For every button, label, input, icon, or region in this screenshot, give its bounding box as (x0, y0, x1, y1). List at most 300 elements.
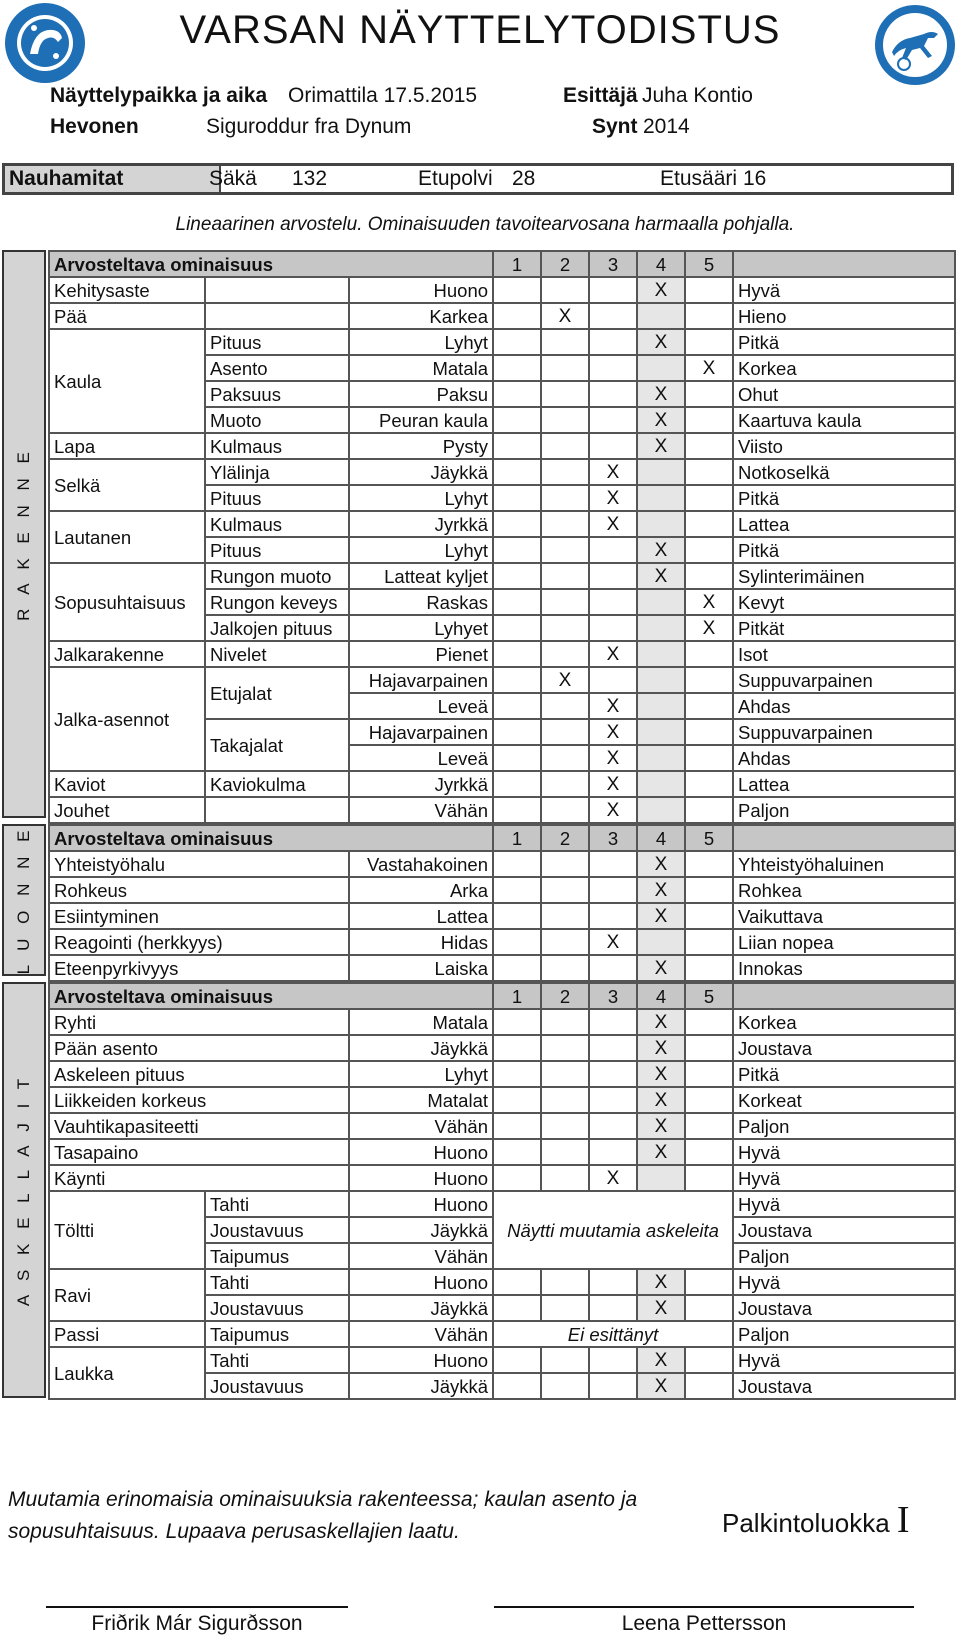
score-cell-5 (685, 719, 733, 745)
score-cell-4: X (637, 903, 685, 929)
score-cell-2 (541, 615, 589, 641)
score-cell-3 (589, 955, 637, 981)
score-cell-4 (637, 589, 685, 615)
rakenne-table (48, 250, 956, 824)
high-descriptor: Liian nopea (733, 929, 955, 955)
score-cell-1 (493, 1373, 541, 1399)
score-cell-5: X (685, 355, 733, 381)
award-class (722, 1498, 910, 1542)
table-row (49, 1269, 955, 1295)
signature-line-2 (494, 1606, 914, 1608)
low-descriptor: Hajavarpainen (349, 719, 493, 745)
score-cell-2 (541, 1347, 589, 1373)
score-cell-1 (493, 615, 541, 641)
high-descriptor: Hyvä (733, 1347, 955, 1373)
score-cell-3 (589, 615, 637, 641)
sub-trait-name: Kulmaus (205, 433, 349, 459)
low-descriptor: Jäykkä (349, 1217, 493, 1243)
score-cell-2 (541, 745, 589, 771)
score-cell-5 (685, 433, 733, 459)
score-cell-1 (493, 407, 541, 433)
score-cell-4 (637, 641, 685, 667)
score-cell-2 (541, 929, 589, 955)
score-cell-2 (541, 903, 589, 929)
score-cell-3 (589, 407, 637, 433)
horse-value: Siguroddur fra Dynum (206, 115, 412, 138)
score-cell-5 (685, 745, 733, 771)
trait-name: Ravi (49, 1269, 205, 1321)
low-descriptor: Huono (349, 277, 493, 303)
score-cell-1 (493, 771, 541, 797)
low-descriptor: Hidas (349, 929, 493, 955)
trait-name: Yhteistyöhalu (49, 851, 349, 877)
table-row (49, 903, 955, 929)
section-askellajit-label: A S K E L L A J I T (14, 1073, 33, 1307)
high-descriptor: Joustava (733, 1217, 955, 1243)
score-cell-2 (541, 797, 589, 823)
score-cell-5 (685, 381, 733, 407)
trait-name: Vauhtikapasiteetti (49, 1113, 349, 1139)
score-cell-5 (685, 1295, 733, 1321)
rakenne-header-row (49, 251, 955, 277)
header-blank (733, 825, 955, 851)
sub-trait-name: Joustavuus (205, 1295, 349, 1321)
sub-trait-name: Tahti (205, 1347, 349, 1373)
score-cell-1 (493, 537, 541, 563)
score-cell-5 (685, 1347, 733, 1373)
low-descriptor: Vähän (349, 1243, 493, 1269)
score-cell-4 (637, 303, 685, 329)
score-cell-1 (493, 797, 541, 823)
score-cell-1 (493, 745, 541, 771)
sub-trait-name: Asento (205, 355, 349, 381)
header-title: Arvosteltava ominaisuus (49, 825, 493, 851)
score-cell-4 (637, 459, 685, 485)
trait-name: Esiintyminen (49, 903, 349, 929)
score-cell-1 (493, 1139, 541, 1165)
trait-name: Tasapaino (49, 1139, 349, 1165)
sub-trait-name: Muoto (205, 407, 349, 433)
score-cell-2 (541, 329, 589, 355)
score-header-1: 1 (493, 825, 541, 851)
remarks-text: Muutamia erinomaisia ominaisuuksia rakenteessa; kaulan asento ja sopusuhtaisuus. Lupaava perusaskellajien laatu. (8, 1488, 638, 1543)
score-cell-5 (685, 407, 733, 433)
score-cell-4: X (637, 1009, 685, 1035)
table-row (49, 1321, 955, 1347)
score-cell-1 (493, 877, 541, 903)
low-descriptor: Huono (349, 1139, 493, 1165)
high-descriptor: Korkeat (733, 1087, 955, 1113)
table-row (49, 797, 955, 823)
high-descriptor: Paljon (733, 797, 955, 823)
score-cell-3 (589, 1009, 637, 1035)
score-header-3: 3 (589, 251, 637, 277)
score-cell-4 (637, 771, 685, 797)
tolt-note: Näytti muutamia askeleita (493, 1191, 733, 1269)
score-cell-5 (685, 1373, 733, 1399)
high-descriptor: Hyvä (733, 277, 955, 303)
score-cell-4: X (637, 1269, 685, 1295)
trait-name: Töltti (49, 1191, 205, 1269)
sub-trait-name: Takajalat (205, 719, 349, 771)
score-cell-4 (637, 693, 685, 719)
low-descriptor: Vähän (349, 1321, 493, 1347)
score-cell-3: X (589, 929, 637, 955)
low-descriptor: Jyrkkä (349, 511, 493, 537)
sub-trait-name (205, 277, 349, 303)
score-cell-2 (541, 537, 589, 563)
score-header-5: 5 (685, 825, 733, 851)
score-cell-2 (541, 1139, 589, 1165)
table-row (49, 433, 955, 459)
low-descriptor: Huono (349, 1269, 493, 1295)
score-cell-4 (637, 485, 685, 511)
trait-name: Reagointi (herkkyys) (49, 929, 349, 955)
header-blank (733, 251, 955, 277)
high-descriptor: Hyvä (733, 1139, 955, 1165)
score-cell-4 (637, 719, 685, 745)
sub-trait-name: Paksuus (205, 381, 349, 407)
low-descriptor: Lyhyt (349, 485, 493, 511)
score-cell-2 (541, 877, 589, 903)
score-cell-5 (685, 277, 733, 303)
score-cell-4 (637, 929, 685, 955)
table-row (49, 303, 955, 329)
low-descriptor: Peuran kaula (349, 407, 493, 433)
score-cell-1 (493, 719, 541, 745)
high-descriptor: Pitkä (733, 485, 955, 511)
low-descriptor: Pienet (349, 641, 493, 667)
sub-trait-name: Pituus (205, 485, 349, 511)
table-row (49, 511, 955, 537)
score-cell-3 (589, 277, 637, 303)
score-header-3: 3 (589, 983, 637, 1009)
score-cell-5: X (685, 615, 733, 641)
score-cell-5 (685, 667, 733, 693)
signature-line-1 (46, 1606, 348, 1608)
high-descriptor: Paljon (733, 1243, 955, 1269)
trait-name: Passi (49, 1321, 205, 1347)
pace-note: Ei esittänyt (493, 1321, 733, 1347)
score-cell-5 (685, 1061, 733, 1087)
score-cell-4: X (637, 1061, 685, 1087)
low-descriptor: Jäykkä (349, 459, 493, 485)
score-cell-2 (541, 563, 589, 589)
saka-label: Säkä (209, 167, 257, 190)
score-cell-5 (685, 485, 733, 511)
score-cell-3 (589, 1373, 637, 1399)
table-row (49, 1139, 955, 1165)
score-cell-3 (589, 433, 637, 459)
score-cell-2 (541, 433, 589, 459)
score-cell-4 (637, 355, 685, 381)
score-cell-4: X (637, 1295, 685, 1321)
score-cell-3 (589, 667, 637, 693)
score-cell-1 (493, 903, 541, 929)
high-descriptor: Suppuvarpainen (733, 667, 955, 693)
score-cell-2 (541, 955, 589, 981)
score-cell-2 (541, 1295, 589, 1321)
table-row (49, 667, 955, 693)
score-header-2: 2 (541, 825, 589, 851)
score-cell-3: X (589, 745, 637, 771)
sub-trait-name: Nivelet (205, 641, 349, 667)
score-cell-2 (541, 407, 589, 433)
score-cell-3 (589, 1139, 637, 1165)
high-descriptor: Vaikuttava (733, 903, 955, 929)
score-cell-3: X (589, 459, 637, 485)
table-row (49, 1165, 955, 1191)
high-descriptor: Pitkä (733, 537, 955, 563)
score-cell-2 (541, 459, 589, 485)
low-descriptor: Hajavarpainen (349, 667, 493, 693)
low-descriptor: Jyrkkä (349, 771, 493, 797)
high-descriptor: Viisto (733, 433, 955, 459)
score-cell-3 (589, 1035, 637, 1061)
table-row (49, 1061, 955, 1087)
high-descriptor: Korkea (733, 355, 955, 381)
score-cell-1 (493, 1347, 541, 1373)
high-descriptor: Suppuvarpainen (733, 719, 955, 745)
score-cell-2 (541, 1269, 589, 1295)
page-title: VARSAN NÄYTTELYTODISTUS (179, 8, 781, 52)
score-cell-3 (589, 537, 637, 563)
score-cell-2: X (541, 303, 589, 329)
saka-value: 132 (292, 167, 328, 190)
score-cell-5 (685, 1009, 733, 1035)
score-cell-5 (685, 877, 733, 903)
score-cell-5 (685, 641, 733, 667)
score-cell-1 (493, 667, 541, 693)
trotting-horse-icon (874, 4, 956, 86)
high-descriptor: Kaartuva kaula (733, 407, 955, 433)
award-value: I (896, 1499, 910, 1541)
table-row (49, 277, 955, 303)
score-cell-3: X (589, 693, 637, 719)
trait-name: Lautanen (49, 511, 205, 563)
score-cell-2 (541, 1373, 589, 1399)
low-descriptor: Vähän (349, 797, 493, 823)
low-descriptor: Vastahakoinen (349, 851, 493, 877)
score-cell-2 (541, 1087, 589, 1113)
sub-trait-name: Joustavuus (205, 1217, 349, 1243)
born-value: 2014 (643, 115, 690, 138)
measurements-label: Nauhamitat (5, 166, 221, 192)
score-cell-2 (541, 693, 589, 719)
score-cell-3 (589, 877, 637, 903)
trait-name: Askeleen pituus (49, 1061, 349, 1087)
score-cell-5 (685, 1087, 733, 1113)
score-cell-1 (493, 929, 541, 955)
low-descriptor: Raskas (349, 589, 493, 615)
score-cell-3 (589, 1113, 637, 1139)
score-cell-3: X (589, 719, 637, 745)
section-askellajit (2, 982, 46, 1398)
sub-trait-name: Taipumus (205, 1321, 349, 1347)
table-row (49, 851, 955, 877)
presenter-value: Juha Kontio (642, 84, 753, 107)
score-cell-4: X (637, 851, 685, 877)
high-descriptor: Hyvä (733, 1165, 955, 1191)
score-cell-4: X (637, 1087, 685, 1113)
trait-name: Eteenpyrkivyys (49, 955, 349, 981)
score-cell-3 (589, 851, 637, 877)
score-cell-3 (589, 563, 637, 589)
low-descriptor: Lattea (349, 903, 493, 929)
low-descriptor: Jäykkä (349, 1035, 493, 1061)
section-rakenne (2, 250, 46, 818)
high-descriptor: Isot (733, 641, 955, 667)
score-header-5: 5 (685, 251, 733, 277)
trait-name: Pään asento (49, 1035, 349, 1061)
trait-name: Selkä (49, 459, 205, 511)
score-cell-3: X (589, 641, 637, 667)
score-cell-4: X (637, 433, 685, 459)
header-blank (733, 983, 955, 1009)
score-cell-3 (589, 1061, 637, 1087)
low-descriptor: Pysty (349, 433, 493, 459)
high-descriptor: Innokas (733, 955, 955, 981)
score-cell-4: X (637, 1347, 685, 1373)
trait-name: Lapa (49, 433, 205, 459)
score-cell-2: X (541, 667, 589, 693)
low-descriptor: Matala (349, 1009, 493, 1035)
score-cell-1 (493, 277, 541, 303)
trait-name: Kehitysaste (49, 277, 205, 303)
sub-trait-name: Kulmaus (205, 511, 349, 537)
sub-trait-name (205, 303, 349, 329)
score-cell-5 (685, 563, 733, 589)
score-cell-1 (493, 589, 541, 615)
judge-1-name: Friðrik Már Sigurðsson (91, 1612, 303, 1635)
score-cell-5 (685, 693, 733, 719)
low-descriptor: Matala (349, 355, 493, 381)
trait-name: Kaviot (49, 771, 205, 797)
score-cell-3 (589, 381, 637, 407)
low-descriptor: Matalat (349, 1087, 493, 1113)
table-row (49, 1087, 955, 1113)
presenter-label: Esittäjä (563, 84, 638, 107)
score-cell-1 (493, 563, 541, 589)
score-cell-4: X (637, 381, 685, 407)
score-cell-3 (589, 1347, 637, 1373)
high-descriptor: Ahdas (733, 693, 955, 719)
score-cell-1 (493, 329, 541, 355)
score-cell-4: X (637, 1113, 685, 1139)
table-row (49, 1009, 955, 1035)
sub-trait-name: Rungon keveys (205, 589, 349, 615)
score-cell-5 (685, 459, 733, 485)
table-row (49, 641, 955, 667)
high-descriptor: Notkoselkä (733, 459, 955, 485)
high-descriptor: Rohkea (733, 877, 955, 903)
score-header-2: 2 (541, 983, 589, 1009)
low-descriptor: Lyhyt (349, 1061, 493, 1087)
score-cell-1 (493, 355, 541, 381)
score-cell-5 (685, 537, 733, 563)
score-cell-2 (541, 1113, 589, 1139)
sub-trait-name: Tahti (205, 1269, 349, 1295)
score-header-4: 4 (637, 983, 685, 1009)
score-cell-4: X (637, 537, 685, 563)
score-cell-5 (685, 797, 733, 823)
score-cell-1 (493, 1061, 541, 1087)
score-cell-2 (541, 1035, 589, 1061)
table-row (49, 1113, 955, 1139)
score-cell-5 (685, 903, 733, 929)
high-descriptor: Paljon (733, 1113, 955, 1139)
low-descriptor: Laiska (349, 955, 493, 981)
high-descriptor: Paljon (733, 1321, 955, 1347)
trait-name: Kaula (49, 329, 205, 433)
high-descriptor: Korkea (733, 1009, 955, 1035)
high-descriptor: Joustava (733, 1035, 955, 1061)
table-row (49, 955, 955, 981)
score-cell-4 (637, 797, 685, 823)
place-label: Näyttelypaikka ja aika (50, 84, 268, 107)
score-cell-1 (493, 1035, 541, 1061)
sub-trait-name: Rungon muoto (205, 563, 349, 589)
score-cell-5 (685, 1139, 733, 1165)
score-cell-2 (541, 589, 589, 615)
trait-name: Jouhet (49, 797, 205, 823)
score-cell-5 (685, 1269, 733, 1295)
table-row (49, 929, 955, 955)
score-cell-3 (589, 589, 637, 615)
table-row (49, 877, 955, 903)
score-cell-2 (541, 771, 589, 797)
score-cell-3 (589, 329, 637, 355)
score-cell-4 (637, 615, 685, 641)
score-cell-1 (493, 1009, 541, 1035)
score-cell-3 (589, 355, 637, 381)
high-descriptor: Lattea (733, 511, 955, 537)
high-descriptor: Joustava (733, 1295, 955, 1321)
high-descriptor: Lattea (733, 771, 955, 797)
high-descriptor: Ohut (733, 381, 955, 407)
score-cell-1 (493, 851, 541, 877)
high-descriptor: Hieno (733, 303, 955, 329)
score-cell-4: X (637, 277, 685, 303)
high-descriptor: Pitkät (733, 615, 955, 641)
score-cell-1 (493, 1269, 541, 1295)
header-title: Arvosteltava ominaisuus (49, 983, 493, 1009)
table-row (49, 459, 955, 485)
sub-trait-name: Pituus (205, 537, 349, 563)
askellajit-header-row (49, 983, 955, 1009)
federation-seal-icon (4, 2, 86, 84)
score-cell-5 (685, 929, 733, 955)
measurements-bar (2, 163, 954, 195)
askellajit-table (48, 982, 956, 1400)
trait-name: Jalka-asennot (49, 667, 205, 771)
score-cell-1 (493, 1113, 541, 1139)
score-cell-4 (637, 1165, 685, 1191)
low-descriptor: Lyhyt (349, 537, 493, 563)
score-cell-5 (685, 1113, 733, 1139)
score-cell-1 (493, 1087, 541, 1113)
score-cell-4: X (637, 329, 685, 355)
score-cell-3: X (589, 797, 637, 823)
low-descriptor: Karkea (349, 303, 493, 329)
sub-trait-name (205, 797, 349, 823)
section-luonne-label: L U O N N E (14, 825, 33, 975)
sub-trait-name: Tahti (205, 1191, 349, 1217)
table-row (49, 329, 955, 355)
low-descriptor: Paksu (349, 381, 493, 407)
high-descriptor: Sylinterimäinen (733, 563, 955, 589)
high-descriptor: Joustava (733, 1373, 955, 1399)
